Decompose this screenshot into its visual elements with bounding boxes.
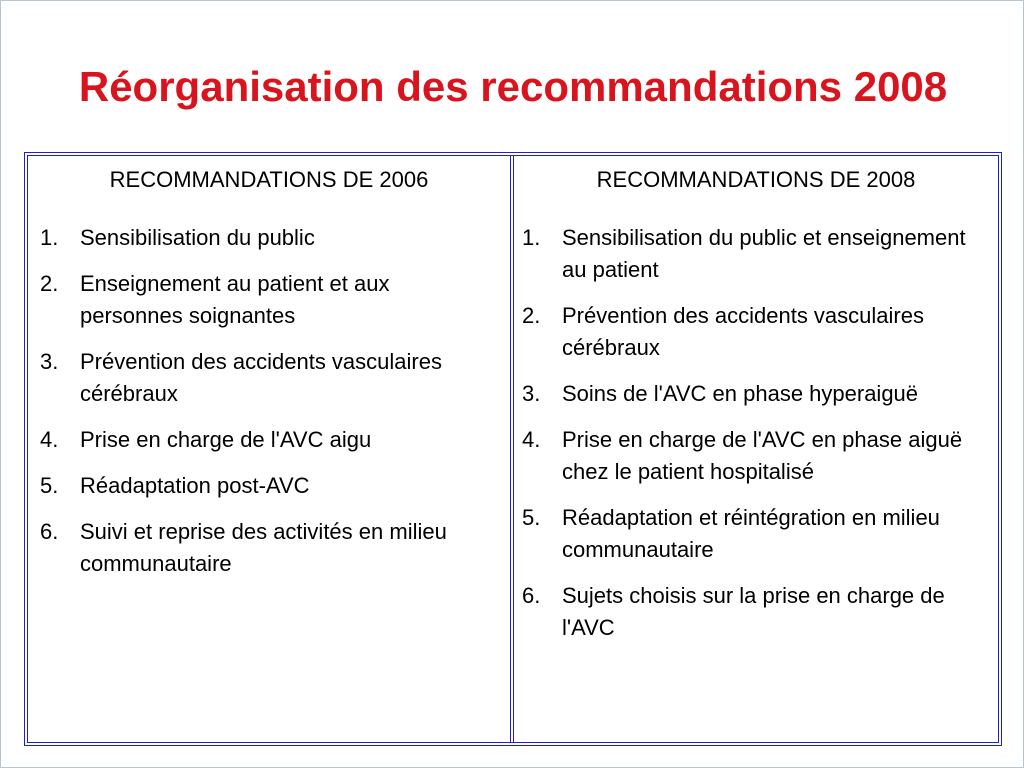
list-item: [522, 378, 998, 410]
item-number: 5.: [522, 505, 541, 530]
item-number: 4.: [522, 427, 541, 452]
list-item: [522, 424, 998, 488]
list-item: [40, 346, 510, 410]
column-header-2008: RECOMMANDATIONS DE 2008: [596, 167, 916, 192]
item-text: Sujets choisis sur la prise en charge de l'AVC: [562, 583, 945, 640]
item-text: Réadaptation post-AVC: [80, 473, 310, 498]
list-item: [40, 424, 510, 456]
item-text: Prise en charge de l'AVC aigu: [80, 427, 372, 452]
item-number: 6.: [522, 583, 541, 608]
list-item: [40, 516, 510, 580]
item-text: Suivi et reprise des activités en milieu communautaire: [80, 519, 447, 576]
list-item: [522, 300, 998, 364]
item-text: Sensibilisation du public: [80, 225, 315, 250]
column-header-2006: RECOMMANDATIONS DE 2006: [109, 167, 429, 192]
list-item: [40, 268, 510, 332]
list-item: [522, 502, 998, 566]
item-text: Enseignement au patient et aux personnes soignantes: [80, 271, 390, 328]
item-number: 2.: [522, 303, 541, 328]
item-number: 3.: [522, 381, 541, 406]
item-text: Prévention des accidents vasculaires cérébraux: [80, 349, 442, 406]
column-2008: [514, 156, 998, 742]
list-item: [522, 580, 998, 644]
recommendations-list-2006: [28, 222, 510, 580]
item-number: 3.: [40, 349, 59, 374]
item-text: Soins de l'AVC en phase hyperaiguë: [562, 381, 919, 406]
item-text: Prise en charge de l'AVC en phase aiguë chez le patient hospitalisé: [562, 427, 963, 484]
item-number: 4.: [40, 427, 59, 452]
item-number: 1.: [40, 225, 59, 250]
slide-title: Réorganisation des recommandations 2008: [78, 63, 948, 110]
item-text: Prévention des accidents vasculaires cérébraux: [562, 303, 924, 360]
column-2006: [28, 156, 514, 742]
item-number: 6.: [40, 519, 59, 544]
item-number: 1.: [522, 225, 541, 250]
item-number: 5.: [40, 473, 59, 498]
list-item: [40, 222, 510, 254]
recommendations-list-2008: [514, 222, 998, 644]
item-number: 2.: [40, 271, 59, 296]
item-text: Sensibilisation du public et enseignement au patient: [562, 225, 966, 282]
list-item: [40, 470, 510, 502]
list-item: [522, 222, 998, 286]
comparison-table: [24, 152, 1002, 746]
item-text: Réadaptation et réintégration en milieu communautaire: [562, 505, 940, 562]
